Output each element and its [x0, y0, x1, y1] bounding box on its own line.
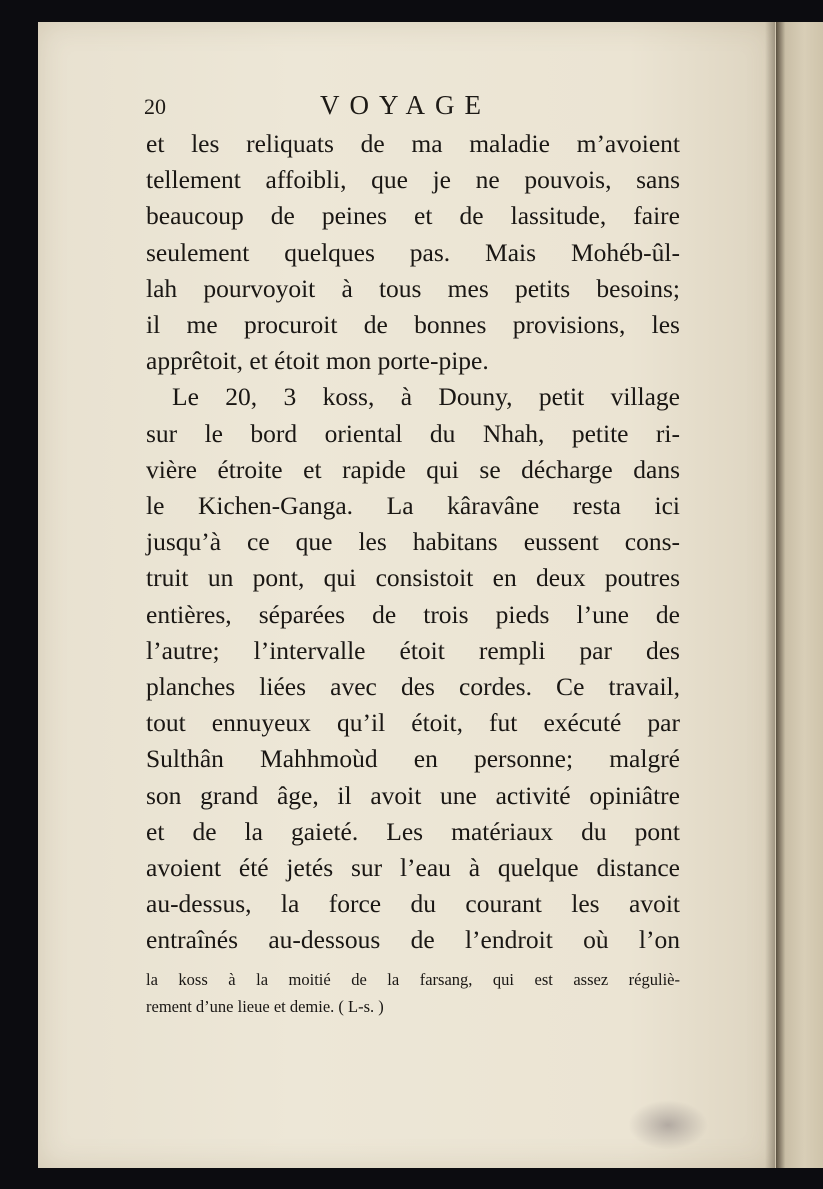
running-head — [144, 90, 684, 120]
footnote — [146, 966, 680, 1020]
text-line: entraînés au-dessous de l’endroit où l’on — [146, 925, 680, 955]
footnote-line: la koss à la moitié de la farsang, qui est assez réguliè- — [146, 970, 680, 989]
text-line: beaucoup de peines et de lassitude, faire — [146, 201, 680, 231]
text-line: tout ennuyeux qu’il étoit, fut exécuté par — [146, 708, 680, 738]
text-line: seulement quelques pas. Mais Mohéb-ûl- — [146, 237, 680, 267]
text-line: entières, séparées de trois pieds l’une de — [146, 599, 680, 629]
text-line: truit un pont, qui consistoit en deux poutres — [146, 563, 680, 593]
text-line: et les reliquats de ma maladie m’avoient — [146, 129, 680, 158]
text-line: il me procuroit de bonnes provisions, les — [146, 310, 680, 340]
text-line: l’autre; l’intervalle étoit rempli par des — [146, 635, 680, 665]
text-line: et de la gaieté. Les matériaux du pont — [146, 816, 680, 846]
text-line: le Kichen-Ganga. La kâravâne resta ici — [146, 491, 680, 521]
text-line: Sulthân Mahhmoùd en personne; malgré — [146, 744, 680, 774]
text-line: Le 20, 3 koss, à Douny, petit village — [172, 382, 680, 412]
text-line: jusqu’à ce que les habitans eussent cons- — [146, 527, 680, 557]
facing-page-edge — [776, 22, 823, 1168]
paper-stain — [628, 1100, 708, 1150]
text-line: sur le bord oriental du Nhah, petite ri- — [146, 418, 680, 448]
text-line: apprêtoit, et étoit mon porte-pipe. — [146, 346, 489, 376]
page-number: 20 — [144, 94, 166, 119]
text-line: planches liées avec des cordes. Ce travail, — [146, 672, 680, 702]
running-title: VOYAGE — [320, 90, 491, 120]
gutter-shadow — [765, 22, 775, 1168]
footnote-line: rement d’une lieue et demie. ( L-s. ) — [146, 997, 384, 1016]
body-text — [146, 126, 680, 959]
text-line: son grand âge, il avoit une activité opiniâtre — [146, 780, 680, 810]
text-line: vière étroite et rapide qui se décharge dans — [146, 454, 680, 484]
text-line: lah pourvoyoit à tous mes petits besoins; — [146, 273, 680, 303]
text-line: tellement affoibli, que je ne pouvois, sans — [146, 165, 680, 195]
text-line: avoient été jetés sur l’eau à quelque distance — [146, 853, 680, 883]
text-line: au-dessus, la force du courant les avoit — [146, 889, 680, 919]
